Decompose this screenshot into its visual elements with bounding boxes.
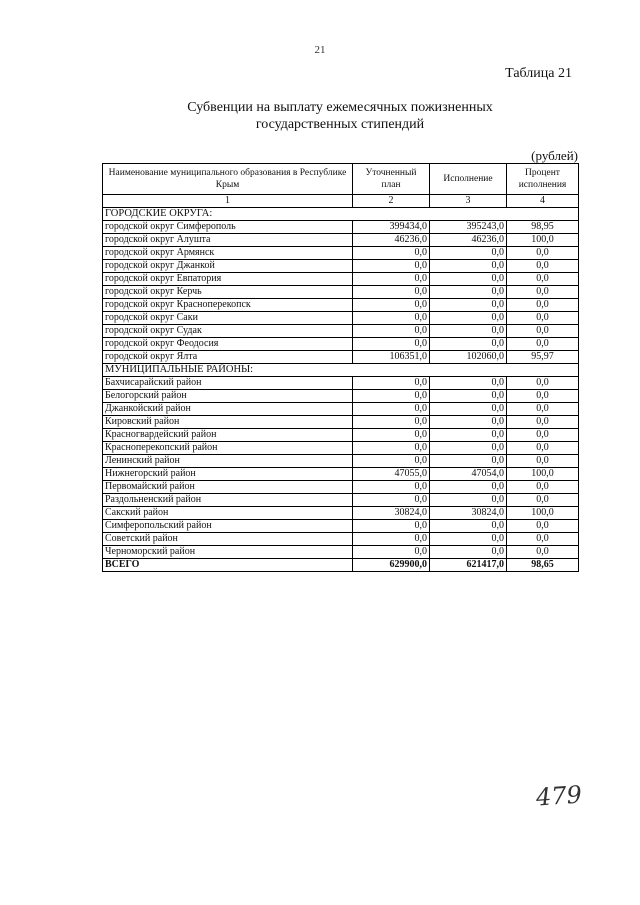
cell-name: Красноперекопский район (103, 442, 353, 455)
cell-pct: 98,95 (507, 221, 579, 234)
cell-name: Черноморский район (103, 546, 353, 559)
cell-plan: 0,0 (353, 494, 430, 507)
cell-plan: 0,0 (353, 312, 430, 325)
cell-exec: 0,0 (430, 494, 507, 507)
cell-plan: 0,0 (353, 481, 430, 494)
cell-exec: 0,0 (430, 260, 507, 273)
cell-name: городской округ Феодосия (103, 338, 353, 351)
cell-exec: 0,0 (430, 273, 507, 286)
cell-exec: 0,0 (430, 481, 507, 494)
cell-pct: 0,0 (507, 429, 579, 442)
cell-name: городской округ Саки (103, 312, 353, 325)
table-row (103, 546, 579, 559)
cell-exec: 0,0 (430, 286, 507, 299)
cell-name: Сакский район (103, 507, 353, 520)
cell-pct: 0,0 (507, 377, 579, 390)
cell-plan: 399434,0 (353, 221, 430, 234)
table-row (103, 507, 579, 520)
cell-exec: 102060,0 (430, 351, 507, 364)
cell-name: городской округ Судак (103, 325, 353, 338)
cell-plan: 30824,0 (353, 507, 430, 520)
subsidy-table (102, 163, 579, 572)
cell-plan: 0,0 (353, 455, 430, 468)
cell-plan: 106351,0 (353, 351, 430, 364)
header-row (103, 164, 579, 195)
table-row (103, 247, 579, 260)
cell-plan: 0,0 (353, 546, 430, 559)
cell-exec: 0,0 (430, 312, 507, 325)
units-label: (рублей) (531, 148, 578, 163)
cell-name: Кировский район (103, 416, 353, 429)
cell-exec: 0,0 (430, 403, 507, 416)
cell-pct: 0,0 (507, 247, 579, 260)
cell-exec: 0,0 (430, 533, 507, 546)
cell-name: Бахчисарайский район (103, 377, 353, 390)
cell-exec: 0,0 (430, 416, 507, 429)
cell-name: Раздольненский район (103, 494, 353, 507)
cell-pct: 0,0 (507, 455, 579, 468)
cell-pct: 0,0 (507, 442, 579, 455)
cell-plan: 0,0 (353, 247, 430, 260)
table-row (103, 273, 579, 286)
cell-plan: 0,0 (353, 260, 430, 273)
header-name: Наименование муниципального образования в Республике Крым (103, 164, 353, 195)
table-row (103, 520, 579, 533)
cell-plan: 0,0 (353, 286, 430, 299)
cell-plan: 47055,0 (353, 468, 430, 481)
table-row (103, 429, 579, 442)
table-row (103, 455, 579, 468)
cell-pct: 0,0 (507, 494, 579, 507)
cell-exec: 0,0 (430, 546, 507, 559)
cell-exec: 395243,0 (430, 221, 507, 234)
cell-name: Джанкойский район (103, 403, 353, 416)
cell-exec: 47054,0 (430, 468, 507, 481)
cell-plan: 0,0 (353, 442, 430, 455)
cell-exec: 0,0 (430, 520, 507, 533)
cell-exec: 0,0 (430, 390, 507, 403)
cell-plan: 0,0 (353, 377, 430, 390)
table-row (103, 234, 579, 247)
cell-name: городской округ Ялта (103, 351, 353, 364)
cell-exec: 0,0 (430, 455, 507, 468)
cell-plan: 0,0 (353, 299, 430, 312)
cell-exec: 46236,0 (430, 234, 507, 247)
table-row (103, 468, 579, 481)
header-plan: Уточненный план (353, 164, 430, 195)
cell-name: Красногвардейский район (103, 429, 353, 442)
title-line-2: государственных стипендий (255, 117, 425, 132)
cell-plan: 0,0 (353, 429, 430, 442)
header-exec: Исполнение (430, 164, 507, 195)
cell-name: городской округ Джанкой (103, 260, 353, 273)
cell-plan: 0,0 (353, 338, 430, 351)
table-label: Таблица 21 (505, 66, 572, 81)
column-number: 1 (103, 195, 353, 208)
cell-plan: 0,0 (353, 390, 430, 403)
title-line-1: Субвенции на выплату ежемесячных пожизненных (187, 100, 493, 115)
cell-name: городской округ Алушта (103, 234, 353, 247)
total-pct: 98,65 (507, 559, 579, 572)
table-row (103, 442, 579, 455)
column-number-row (103, 195, 579, 208)
cell-pct: 0,0 (507, 325, 579, 338)
cell-pct: 0,0 (507, 273, 579, 286)
table-row (103, 338, 579, 351)
cell-name: Симферопольский район (103, 520, 353, 533)
cell-exec: 0,0 (430, 442, 507, 455)
cell-pct: 0,0 (507, 546, 579, 559)
table-row (103, 286, 579, 299)
table-row (103, 221, 579, 234)
cell-pct: 100,0 (507, 507, 579, 520)
table-row (103, 325, 579, 338)
cell-plan: 0,0 (353, 325, 430, 338)
cell-name: Советский район (103, 533, 353, 546)
cell-plan: 0,0 (353, 403, 430, 416)
cell-plan: 0,0 (353, 533, 430, 546)
column-number: 2 (353, 195, 430, 208)
cell-plan: 0,0 (353, 273, 430, 286)
cell-name: городской округ Симферополь (103, 221, 353, 234)
cell-pct: 0,0 (507, 520, 579, 533)
total-name: ВСЕГО (103, 559, 353, 572)
cell-pct: 0,0 (507, 260, 579, 273)
cell-exec: 0,0 (430, 247, 507, 260)
table-row (103, 494, 579, 507)
total-plan: 629900,0 (353, 559, 430, 572)
cell-plan: 46236,0 (353, 234, 430, 247)
cell-pct: 0,0 (507, 299, 579, 312)
section-urban-districts (103, 208, 579, 221)
section-municipal-districts (103, 364, 579, 377)
page-number: 21 (314, 44, 326, 56)
cell-plan: 0,0 (353, 520, 430, 533)
cell-exec: 0,0 (430, 325, 507, 338)
cell-exec: 0,0 (430, 299, 507, 312)
table-row (103, 260, 579, 273)
table-row (103, 377, 579, 390)
cell-exec: 0,0 (430, 377, 507, 390)
table-row (103, 416, 579, 429)
cell-name: городской округ Красноперекопск (103, 299, 353, 312)
cell-pct: 0,0 (507, 390, 579, 403)
total-row (103, 559, 579, 572)
cell-name: Нижнегорский район (103, 468, 353, 481)
cell-name: городской округ Армянск (103, 247, 353, 260)
cell-name: Ленинский район (103, 455, 353, 468)
table-row (103, 390, 579, 403)
table-row (103, 481, 579, 494)
cell-pct: 95,97 (507, 351, 579, 364)
cell-plan: 0,0 (353, 416, 430, 429)
table-row (103, 351, 579, 364)
table-row (103, 403, 579, 416)
handwritten-page-number: 479 (535, 780, 583, 812)
section-urban-districts-label: ГОРОДСКИЕ ОКРУГА: (103, 208, 579, 221)
column-number: 4 (507, 195, 579, 208)
header-pct: Процент исполнения (507, 164, 579, 195)
table-body (103, 195, 579, 572)
cell-name: Первомайский район (103, 481, 353, 494)
section-municipal-districts-label: МУНИЦИПАЛЬНЫЕ РАЙОНЫ: (103, 364, 579, 377)
cell-exec: 0,0 (430, 429, 507, 442)
cell-name: Белогорский район (103, 390, 353, 403)
cell-exec: 30824,0 (430, 507, 507, 520)
cell-exec: 0,0 (430, 338, 507, 351)
cell-pct: 0,0 (507, 312, 579, 325)
cell-pct: 0,0 (507, 416, 579, 429)
cell-pct: 0,0 (507, 533, 579, 546)
document-title (130, 99, 550, 133)
column-number: 3 (430, 195, 507, 208)
cell-name: городской округ Евпатория (103, 273, 353, 286)
table-row (103, 533, 579, 546)
cell-name: городской округ Керчь (103, 286, 353, 299)
total-exec: 621417,0 (430, 559, 507, 572)
table-row (103, 299, 579, 312)
cell-pct: 0,0 (507, 338, 579, 351)
table-row (103, 312, 579, 325)
cell-pct: 0,0 (507, 403, 579, 416)
cell-pct: 0,0 (507, 286, 579, 299)
cell-pct: 0,0 (507, 481, 579, 494)
cell-pct: 100,0 (507, 234, 579, 247)
cell-pct: 100,0 (507, 468, 579, 481)
